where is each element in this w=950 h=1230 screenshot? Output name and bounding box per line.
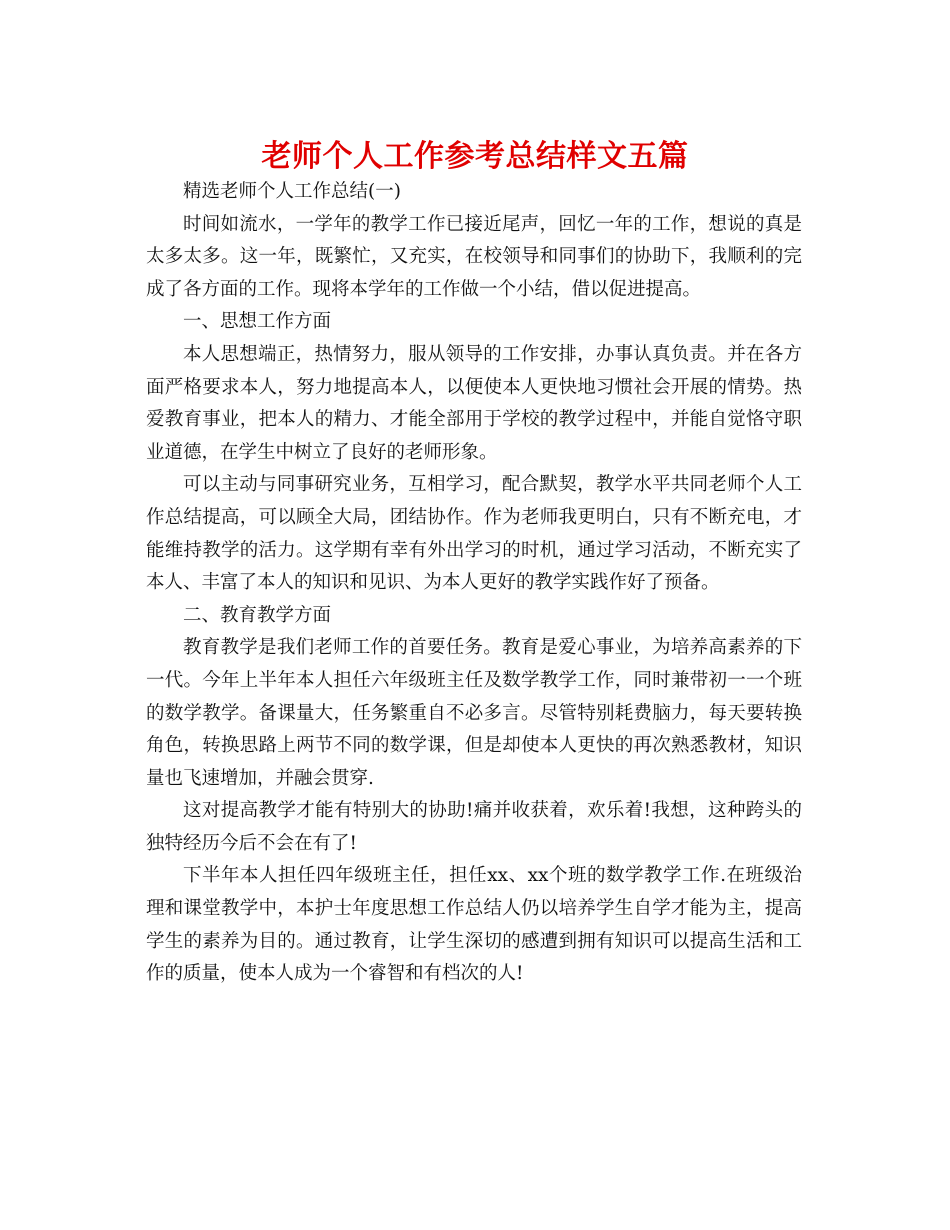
body-paragraph: 下半年本人担任四年级班主任，担任xx、xx个班的数学教学工作.在班级治理和课堂教学中，本护士年度思想工作总结人仍以培养学生自学才能为主，提高学生的素养为目的。通过教育，让学生深切的感遭到拥有知识可以提高生活和工作的质量，使本人成为一个睿智和有档次的人! [146,865,802,985]
section-heading: 一、思想工作方面 [183,311,332,333]
section-heading: 二、教育教学方面 [183,604,332,626]
body-paragraph: 教育教学是我们老师工作的首要任务。教育是爱心事业，为培养高素养的下一代。今年上半年本人担任六年级班主任及数学教学工作，同时兼带初一一个班的数学教学。备课量大，任务繁重自不必多言。尽管特别耗费脑力，每天要转换角色，转换思路上两节不同的数学课，但是却使本人更快的再次熟悉教材，知识量也飞速增加，并融会贯穿. [146,637,802,789]
document-title: 老师个人工作参考总结样文五篇 [261,139,689,174]
body-paragraph: 时间如流水，一学年的教学工作已接近尾声，回忆一年的工作，想说的真是太多太多。这一年，既繁忙，又充实，在校领导和同事们的协助下，我顺利的完成了各方面的工作。现将本学年的工作做一个小结，借以促进提高。 [146,213,802,300]
body-paragraph: 这对提高教学才能有特别大的协助!痛并收获着，欢乐着!我想，这种跨头的独特经历今后不会在有了! [146,800,802,854]
body-paragraph: 本人思想端正，热情努力，服从领导的工作安排，办事认真负责。并在各方面严格要求本人，努力地提高本人，以便使本人更快地习惯社会开展的情势。热爱教育事业，把本人的精力、才能全部用于学校的教学过程中，并能自觉恪守职业道德，在学生中树立了良好的老师形象。 [146,343,802,463]
body-paragraph: 可以主动与同事研究业务，互相学习，配合默契，教学水平共同老师个人工作总结提高，可以顾全大局，团结协作。作为老师我更明白，只有不断充电，才能维持教学的活力。这学期有幸有外出学习的时机，通过学习活动，不断充实了本人、丰富了本人的知识和见识、为本人更好的教学实践作好了预备。 [146,474,802,594]
section-heading: 精选老师个人工作总结(一) [183,181,401,202]
document-body [146,176,802,991]
